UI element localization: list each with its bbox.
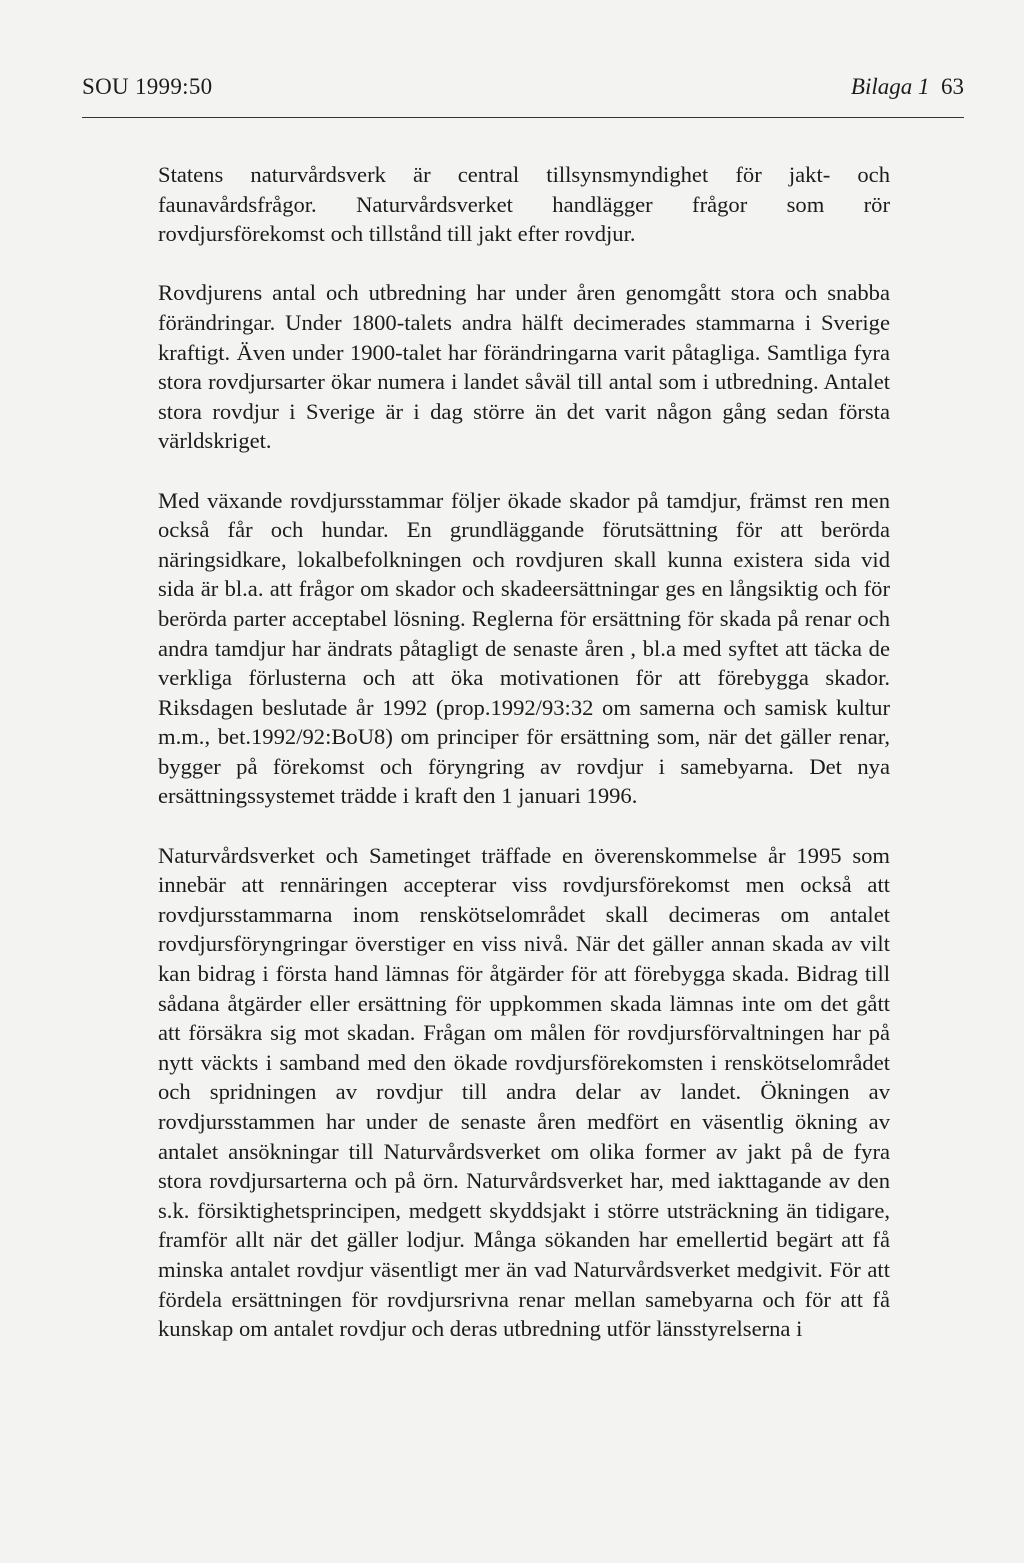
paragraph: Statens naturvårdsverk är central tillsynsmyndighet för jakt- och faunavårdsfrågor. Naturvårdsverket handlägger frågor som rör rovdjursförekomst och tillstånd till jakt efter rovdjur.: [158, 162, 890, 247]
annex-label: Bilaga 1: [850, 74, 930, 99]
page-number: 63: [941, 74, 964, 99]
page-header-right: [851, 74, 964, 100]
paragraph: Rovdjurens antal och utbredning har under åren genomgått stora och snabba förändringar. Under 1800-talets andra hälft decimerades stammarna i Sverige kraftigt. Även under 1900-talet har förändringarna varit påtagliga. Samtliga fyra stora rovdjursarter ökar numera i landet såväl till antal som i utbredning. Antalet stora rovdjur i Sverige är i dag större än det varit någon gång sedan första världskriget.: [158, 280, 890, 454]
header-rule: [82, 117, 964, 118]
paragraph: Naturvårdsverket och Sametinget träffade en överenskommelse år 1995 som innebär att rennäringen accepterar viss rovdjursförekomst men också att rovdjursstammarna inom renskötselområdet skall decimeras om antalet rovdjursföryngringar överstiger en viss nivå. När det gäller annan skada av vilt kan bidrag i första hand lämnas för åtgärder för att förebygga skada. Bidrag till sådana åtgärder eller ersättning för uppkommen skada lämnas inte om det gått att försäkra sig mot skadan. Frågan om målen för rovdjursförvaltningen har på nytt väckts i samband med den ökade rovdjursförekomsten i renskötselområdet och spridningen av rovdjur till andra delar av landet. Ökningen av rovdjursstammen har under de senaste åren medfört en väsentlig ökning av antalet ansökningar till Naturvårdsverket om olika former av jakt på de fyra stora rovdjursarterna och på örn. Naturvårdsverket har, med iakttagande av den s.k. försiktighetsprincipen, medgett skyddsjakt i större utsträckning än tidigare, framför allt när det gäller lodjur. Många sökanden har emellertid begärt att få minska antalet rovdjur väsentligt mer än vad Naturvårdsverket medgivit. För att fördela ersättningen för rovdjursrivna renar mellan samebyarna och för att få kunskap om antalet rovdjur och deras utbredning utför länsstyrelserna i: [158, 842, 890, 1342]
body-text: [158, 160, 890, 1344]
page-header: [82, 74, 964, 104]
report-series-number: SOU 1999:50: [82, 74, 213, 99]
paragraph: Med växande rovdjursstammar följer ökade skador på tamdjur, främst ren men också får och hundar. En grundläggande förutsättning för att berörda näringsidkare, lokalbefolkningen och rovdjuren skall kunna existera sida vid sida är bl.a. att frågor om skador och skadeersättningar ges en långsiktig och för berörda parter acceptabel lösning. Reglerna för ersättning för skada på renar och andra tamdjur har ändrats påtagligt de senaste åren , bl.a med syftet att täcka de verkliga förlusterna och att öka motivationen för att förebygga skador. Riksdagen beslutade år 1992 (prop.1992/93:32 om samerna och samisk kultur m.m., bet.1992/92:BoU8) om principer för ersättning som, när det gäller renar, bygger på förekomst och föryngring av rovdjur i samebyarna. Det nya ersättningssystemet trädde i kraft den 1 januari 1996.: [158, 487, 890, 809]
